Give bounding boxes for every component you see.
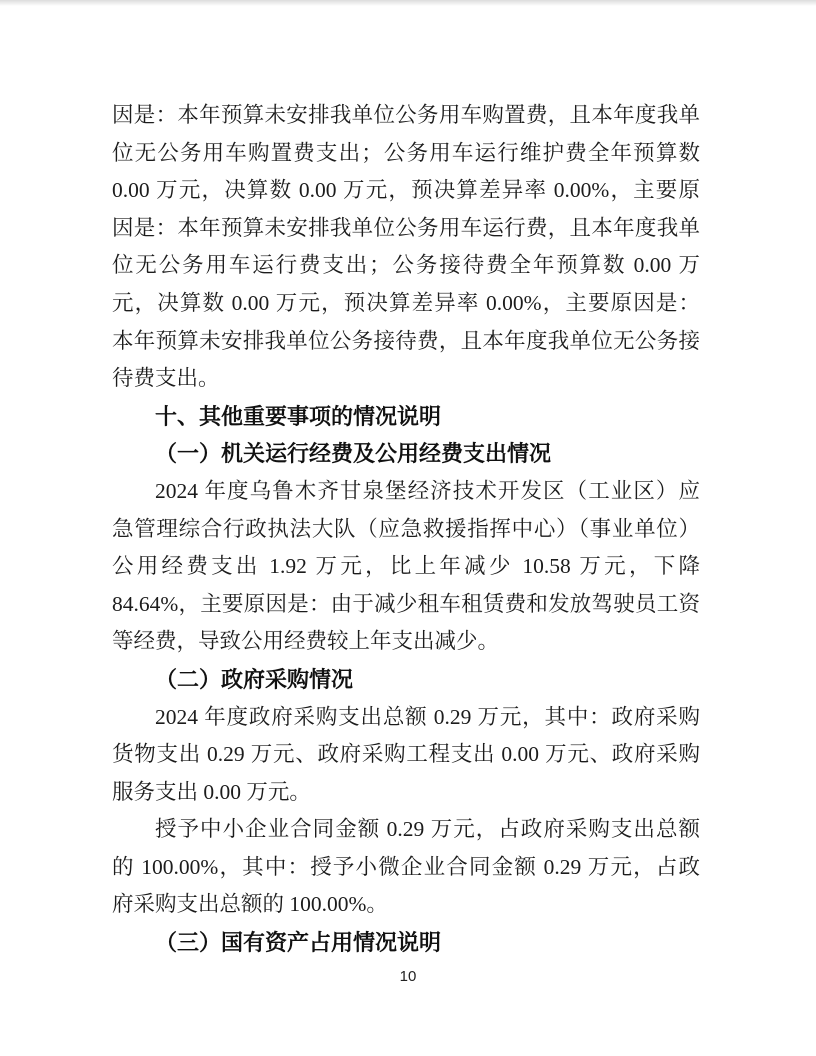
text-line: 服务支出 0.00 万元。 <box>112 779 311 804</box>
text-line: 因是：本年预算未安排我单位公务用车购置费，且本年度我单 <box>112 103 700 127</box>
section-heading: 十、其他重要事项的情况说明 <box>155 403 442 429</box>
scan-artifact-top <box>0 0 816 6</box>
text-line: 元，决算数 0.00 万元，预决算差异率 0.00%，主要原因是： <box>112 290 700 315</box>
text-line: 位无公务用车购置费支出；公务用车运行维护费全年预算数 <box>112 140 700 165</box>
page-footer <box>0 967 816 987</box>
text-line: 待费支出。 <box>112 366 220 391</box>
text-line: 位无公务用车运行费支出；公务接待费全年预算数 0.00 万 <box>112 253 700 278</box>
text-line: 等经费，导致公用经费较上年支出减少。 <box>112 629 500 654</box>
page-number: 10 <box>399 968 417 985</box>
text-line: 2024 年度乌鲁木齐甘泉堡经济技术开发区（工业区）应 <box>155 478 700 503</box>
text-line: 的 100.00%，其中：授予小微企业合同金额 0.29 万元，占政 <box>112 854 700 879</box>
text-line: 因是：本年预算未安排我单位公务用车运行费，且本年度我单 <box>112 215 700 240</box>
document-body <box>112 97 700 962</box>
text-line: 本年预算未安排我单位公务接待费，且本年度我单位无公务接 <box>112 328 700 353</box>
section-heading: （一）机关运行经费及公用经费支出情况 <box>155 441 552 467</box>
text-line: 府采购支出总额的 100.00%。 <box>112 892 388 917</box>
text-line: 84.64%，主要原因是：由于减少租车租赁费和发放驾驶员工资 <box>112 591 700 616</box>
section-heading: （二）政府采购情况 <box>155 666 354 692</box>
text-line: 货物支出 0.29 万元、政府采购工程支出 0.00 万元、政府采购 <box>112 742 700 767</box>
text-line: 急管理综合行政执法大队（应急救援指挥中心）（事业单位） <box>112 516 700 541</box>
text-line: 公用经费支出 1.92 万元，比上年减少 10.58 万元，下降 <box>112 554 700 579</box>
text-line: 2024 年度政府采购支出总额 0.29 万元，其中：政府采购 <box>155 704 700 729</box>
section-heading: （三）国有资产占用情况说明 <box>155 930 442 956</box>
text-line: 0.00 万元，决算数 0.00 万元，预决算差异率 0.00%，主要原 <box>112 178 700 203</box>
text-line: 授予中小企业合同金额 0.29 万元，占政府采购支出总额 <box>155 817 700 842</box>
